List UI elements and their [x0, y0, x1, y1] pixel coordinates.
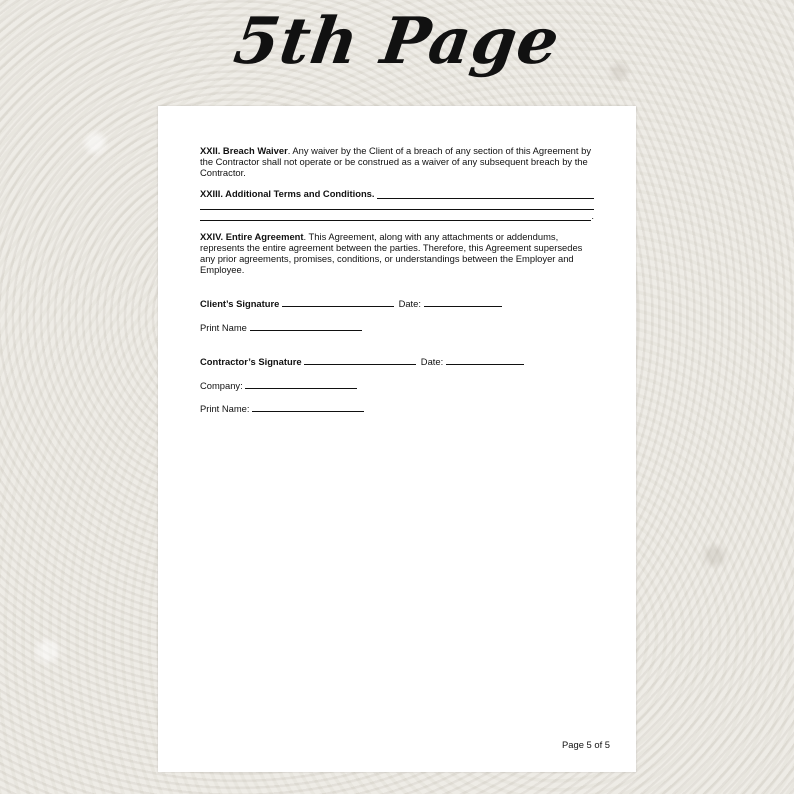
breach-waiver-section	[200, 146, 594, 178]
client-print-name-label: Print Name	[200, 321, 247, 333]
document-page	[158, 106, 636, 772]
page-banner-title: 5th Page	[229, 4, 565, 79]
contractor-print-name-label: Print Name:	[200, 402, 250, 414]
additional-terms-end-mark: .	[591, 209, 594, 221]
contractor-signature-field[interactable]	[304, 354, 416, 365]
page-number: Page 5 of 5	[562, 739, 610, 750]
contractor-signature-row	[200, 354, 594, 368]
contractor-print-name-row	[200, 401, 594, 415]
additional-terms-line-1[interactable]	[377, 188, 594, 199]
client-date-label: Date:	[398, 297, 421, 309]
additional-terms-line-2[interactable]	[200, 199, 594, 210]
company-label: Company:	[200, 379, 243, 391]
additional-terms-line-3[interactable]	[200, 210, 591, 221]
document-content	[200, 146, 594, 415]
entire-agreement-heading: XXIV. Entire Agreement	[200, 231, 304, 243]
contractor-print-name-field[interactable]	[252, 401, 364, 412]
entire-agreement-section	[200, 232, 594, 275]
client-print-name-field[interactable]	[250, 320, 362, 331]
client-signature-label: Client’s Signature	[200, 297, 280, 309]
breach-waiver-heading: XXII. Breach Waiver	[200, 145, 288, 156]
company-field[interactable]	[245, 378, 357, 389]
additional-terms-heading: XXIII. Additional Terms and Conditions.	[200, 187, 375, 199]
company-row	[200, 378, 594, 392]
additional-terms-section	[200, 188, 594, 224]
client-signature-row	[200, 296, 594, 310]
contractor-date-label: Date:	[420, 355, 444, 367]
contractor-date-field[interactable]	[446, 354, 524, 365]
contractor-signature-label: Contractor’s Signature	[200, 355, 302, 367]
entire-agreement-text: . This Agreement, along with any attachments or addendums, represents the entire agreement between the parties. Therefore, this Agreement supersedes any prior agreements, promises, conditions, or understandings between the Employer and Employee.	[200, 231, 583, 275]
client-signature-field[interactable]	[282, 296, 394, 307]
breach-waiver-text: . Any waiver by the Client of a breach of any section of this Agreement by the Contractor shall not operate or be construed as a waiver of any subsequent breach by the Contractor.	[200, 145, 592, 178]
client-date-field[interactable]	[424, 296, 502, 307]
client-print-name-row	[200, 320, 594, 334]
